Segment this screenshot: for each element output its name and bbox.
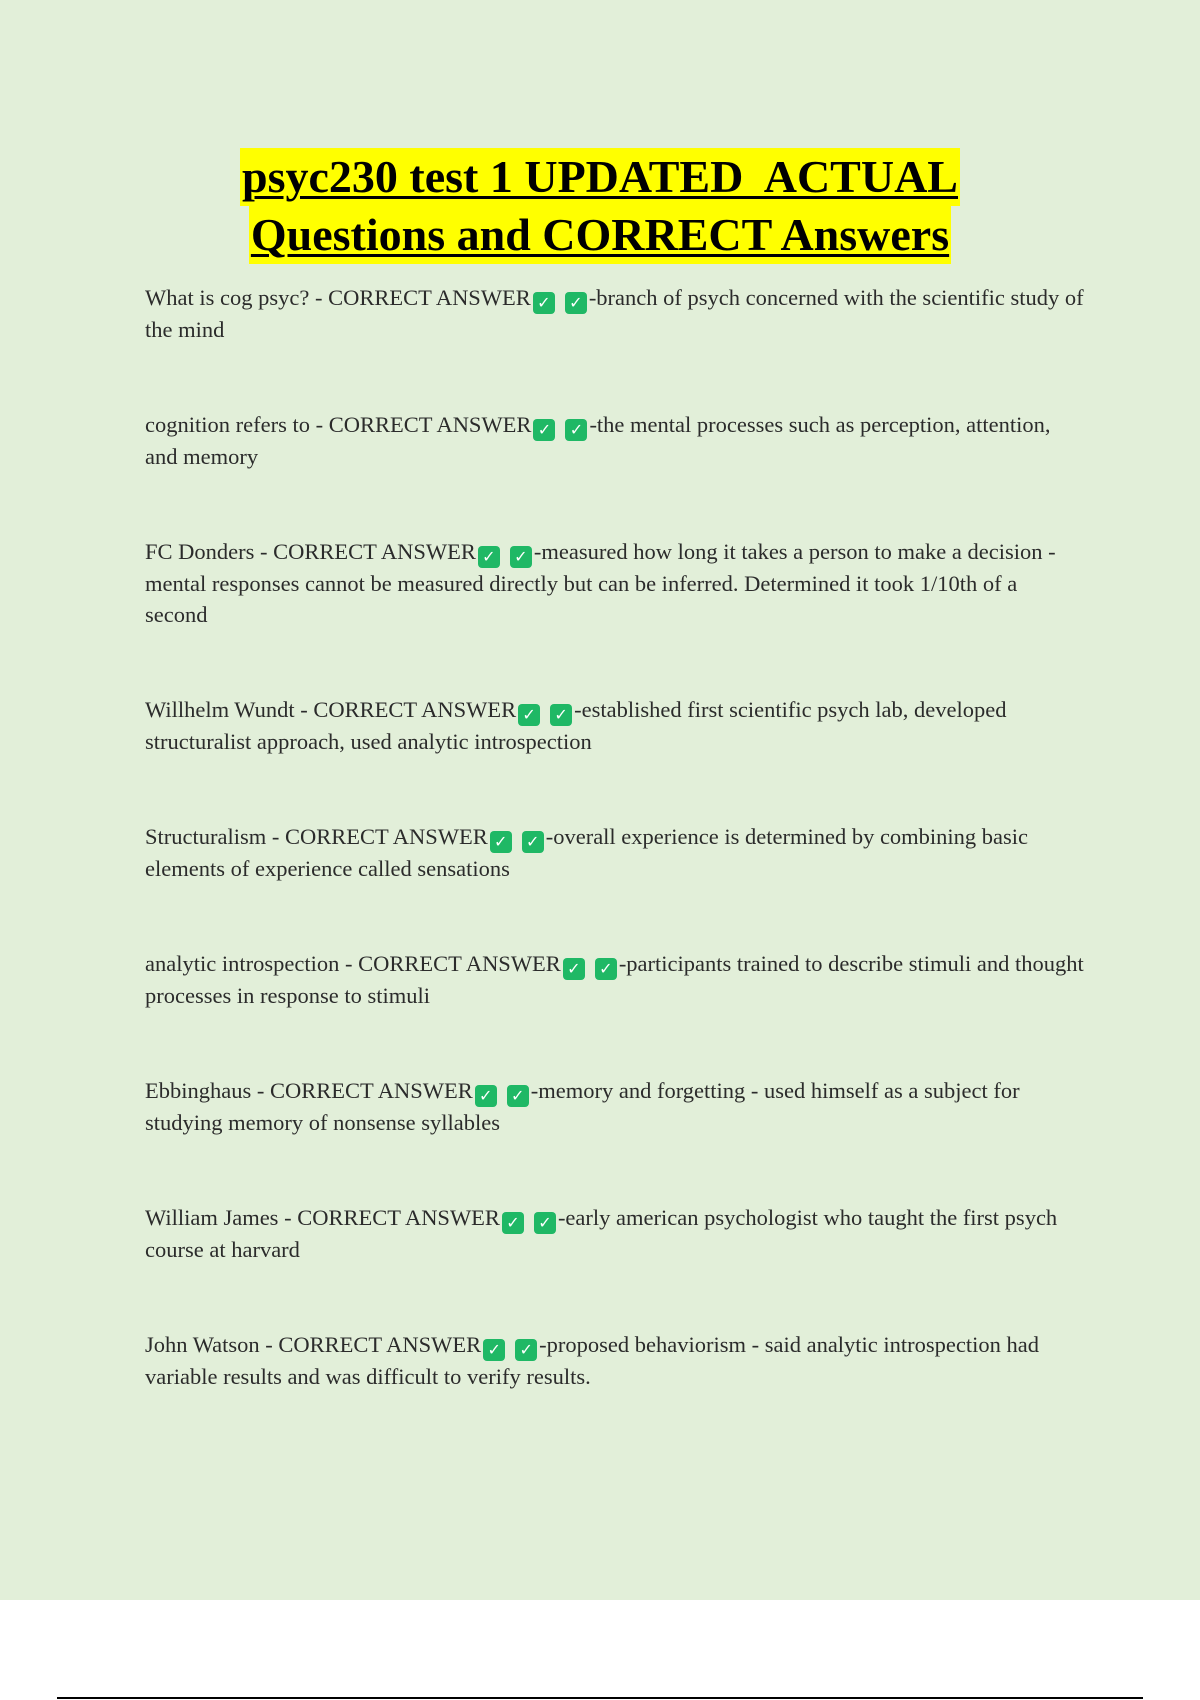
qa-term: analytic introspection bbox=[145, 951, 340, 976]
check-mark-icon: ✓ bbox=[478, 546, 500, 568]
qa-term: John Watson bbox=[145, 1332, 260, 1357]
check-mark-icon: ✓ bbox=[565, 292, 587, 314]
qa-separator: - CORRECT ANSWER bbox=[339, 951, 561, 976]
check-mark-icon: ✓ bbox=[534, 1212, 556, 1234]
qa-term: cognition refers to bbox=[145, 412, 310, 437]
qa-item bbox=[145, 409, 1085, 472]
qa-answer: -the mental processes such as perception, attention, and memory bbox=[145, 412, 1051, 469]
qa-item bbox=[145, 694, 1085, 757]
check-mark-icon: ✓ bbox=[515, 1339, 537, 1361]
qa-item bbox=[145, 948, 1085, 1011]
check-mark-icon: ✓ bbox=[507, 1085, 529, 1107]
qa-separator: - CORRECT ANSWER bbox=[266, 824, 488, 849]
title-line-2: Questions and CORRECT Answers bbox=[249, 206, 951, 264]
qa-term: William James bbox=[145, 1205, 279, 1230]
qa-separator: - CORRECT ANSWER bbox=[309, 412, 532, 437]
qa-answer: -established first scientific psych lab, developed structuralist approach, used analytic introspection bbox=[145, 697, 1007, 754]
check-mark-icon: ✓ bbox=[522, 831, 544, 853]
check-mark-icon: ✓ bbox=[533, 292, 555, 314]
qa-item bbox=[145, 282, 1085, 345]
qa-item bbox=[145, 821, 1085, 884]
qa-answer: -early american psychologist who taught the first psych course at harvard bbox=[145, 1205, 1058, 1262]
qa-separator: - CORRECT ANSWER bbox=[278, 1205, 500, 1230]
check-mark-icon: ✓ bbox=[510, 546, 532, 568]
qa-item bbox=[145, 536, 1085, 630]
qa-answer: -overall experience is determined by combining basic elements of experience called sensations bbox=[145, 824, 1029, 881]
qa-term: What is cog psyc? bbox=[145, 285, 310, 310]
title-line-1: psyc230 test 1 UPDATED ACTUAL bbox=[240, 148, 960, 206]
qa-item bbox=[145, 1202, 1085, 1265]
footer-rule bbox=[57, 1697, 1143, 1699]
qa-separator: - CORRECT ANSWER bbox=[254, 539, 476, 564]
qa-answer: -measured how long it takes a person to make a decision - mental responses cannot be measured directly but can be inferred. Determined it took 1/10th of a second bbox=[145, 539, 1056, 627]
qa-separator: - CORRECT ANSWER bbox=[251, 1078, 473, 1103]
qa-separator: - CORRECT ANSWER bbox=[294, 697, 517, 722]
check-mark-icon: ✓ bbox=[533, 419, 555, 441]
check-mark-icon: ✓ bbox=[565, 419, 587, 441]
check-mark-icon: ✓ bbox=[475, 1085, 497, 1107]
qa-answer: -participants trained to describe stimuli and thought processes in response to stimuli bbox=[145, 951, 1084, 1008]
check-mark-icon: ✓ bbox=[490, 831, 512, 853]
check-mark-icon: ✓ bbox=[518, 704, 540, 726]
qa-answer: -proposed behaviorism - said analytic introspection had variable results and was difficult to verify results. bbox=[145, 1332, 1040, 1389]
check-mark-icon: ✓ bbox=[550, 704, 572, 726]
check-mark-icon: ✓ bbox=[595, 958, 617, 980]
check-mark-icon: ✓ bbox=[563, 958, 585, 980]
qa-term: FC Donders bbox=[145, 539, 255, 564]
qa-term: Ebbinghaus bbox=[145, 1078, 252, 1103]
qa-item bbox=[145, 1329, 1085, 1392]
check-mark-icon: ✓ bbox=[502, 1212, 524, 1234]
qa-item bbox=[145, 1075, 1085, 1138]
qa-answer: -branch of psych concerned with the scientific study of the mind bbox=[145, 285, 1084, 342]
document-title bbox=[0, 148, 1200, 264]
qa-term: Structuralism bbox=[145, 824, 267, 849]
qa-separator: - CORRECT ANSWER bbox=[259, 1332, 482, 1357]
qa-separator: - CORRECT ANSWER bbox=[309, 285, 531, 310]
qa-term: Willhelm Wundt bbox=[145, 697, 295, 722]
check-mark-icon: ✓ bbox=[483, 1339, 505, 1361]
qa-answer: -memory and forgetting - used himself as a subject for studying memory of nonsense syllables bbox=[145, 1078, 1020, 1135]
